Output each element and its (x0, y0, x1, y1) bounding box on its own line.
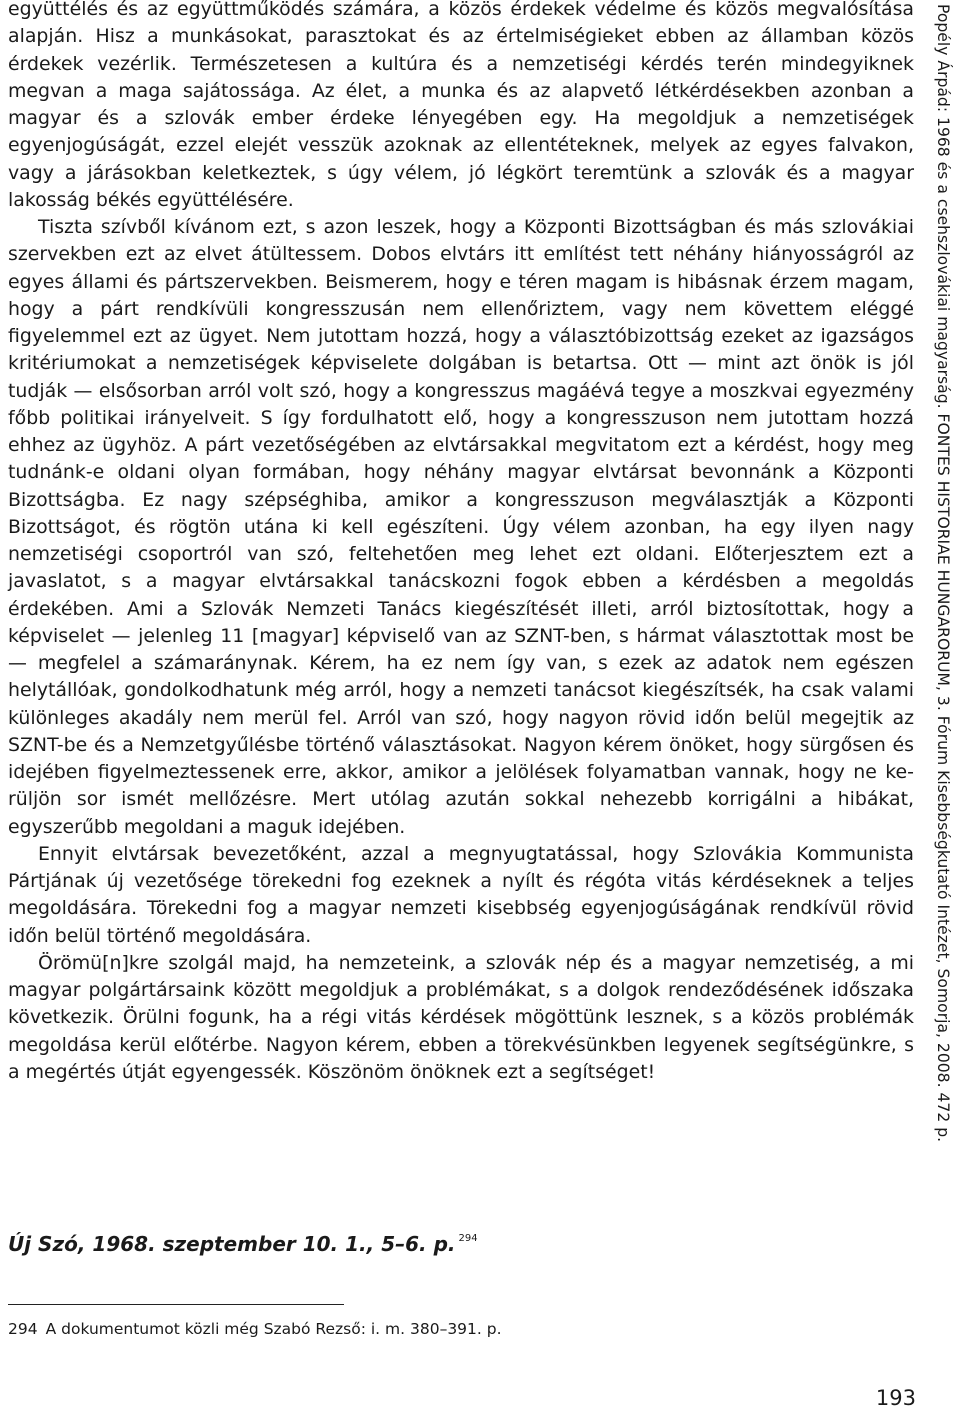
body-text (8, 0, 914, 1086)
footnote-divider (8, 1304, 344, 1305)
paragraph-2: Tiszta szívből kívánom ezt, s azon leszek, hogy a Központi Bizottságban és más szlovákiai szervekben ezt az elvet átültessem. Dobos elvtárs itt említést tett néhány hiányosságról az egyes állami és pártszervekben. Beismerem, hogy e téren magam is hibásnak érzem magam, hogy a párt rendkívüli kongresszusán nem ellenőriztem, vagy nem követtem eléggé figyelemmel ezt az ügyet. Nem jutottam hozzá, hogy a választóbizottság ezeket az igazságos kritériumokat a nemzetiségek képviselete dolgában is betartsa. Ott — mint azt önök is jól tudják — elsősorban arról volt szó, hogy a kongresszus magáévá tegye a moszkvai egyezmény főbb politikai irányelveit. S így fordulhatott elő, hogy a kongresszuson nem jutottam hozzá ehhez az ügyhöz. A párt vezetőségében az elvtársakkal megvitatom ezt a kérdést, hogy meg tudnánk-e oldani olyan formában, hogy néhány magyar elvtársat bevonnánk a Központi Bizottságba. Ez nagy szépséghiba, amikor a kongresszuson megválasztják a Központi Bizottságot, és rögtön utána ki kell egészíteni. Úgy vélem azonban, ha egy ilyen nagy nemzetiségi csoportról van szó, feltehetően meg lehet ezt oldani. Előterjesztem ezt a javaslatot, s a magyar elvtársakkal tanácskozni fogok ebben a kérdésben a megoldás érdekében. Ami a Szlovák Nemzeti Tanács kiegészítését illeti, arról biztosítottak, hogy a képviselet — jelenleg 11 [magyar] képviselő van az SZNT-ben, s hármat választottak most be — megfelel a számaránynak. Kérem, ha ez nem így van, s ezek az adatok nem egészen helytállóak, gondolkodhatunk még arról, hogy a nemzeti tanácsot kiegészítsék, ha csak valami különleges akadály nem merül fel. Arról van szó, hogy nagyon rövid időn belül megejtik az SZNT-be és a Nemzetgyűlésbe történő választásokat. Nagyon kérem önöket, hogy sürgősen és idejében figyelmeztessenek erre, akkor, amikor a jelölések folyamatban vannak, hogy ne kerüljön sor ismét mellőzésre. Mert utólag azután sokkal nehezebb korrigálni a hibákat, egyszerűbb megoldani a maguk idejében. (8, 216, 914, 838)
running-header-text: Popély Árpád: 1968 és a csehszlovákiai magyarság. FONTES HISTORIAE HUNGARORUM, 3. Fórum Kisebbségkutató Intézet, Somorja, 2008. 472 p. (934, 4, 952, 1143)
paragraph-4: Örömü[n]kre szolgál majd, ha nemzeteink, a szlovák nép és a magyar nemzetiség, a mi magyar polgártársaink között megoldjuk a problémákat, s a dolgok rendeződésének időszaka következik. Örülni fogunk, ha a régi vitás kérdések mögöttünk lesznek, s a közös problémák megoldása kerül előtérbe. Nagyon kérem, ebben a törekvésünkben legyenek segítségünkre, s a megértés útját egyengessék. Köszönöm önöknek ezt a segítséget! (8, 951, 914, 1083)
paragraph-1: együttélés és az együttműködés számára, a közös érdekek védelme és közös megvalósítása alapján. Hisz a munkásokat, parasztokat és az értelmiségieket ebben az államban közös érdekek vezérlik. Természetesen a kultúra és a nemzetiségi kérdés terén mindegyiknek megvan a maga sajátossága. Az élet, a munka és az alapvető létkérdésekben azonban a magyar és a szlovák ember érdeke lényegében egy. Ha megoldjuk a nemzetiségek egyenjogúságát, ezzel elejét vesszük azoknak az ellentéteknek, melyek az egyes falvakon, vagy a járásokban keletkeztek, s úgy vélem, jó légkört teremtünk a szlovák és a magyar lakosság békés együttélésére. (8, 0, 914, 211)
page-number: 193 (875, 1386, 916, 1410)
running-header-sidebar (924, 0, 960, 1410)
footnote-number: 294 (8, 1320, 38, 1338)
source-citation-text: Új Szó, 1968. szeptember 10. 1., 5–6. p. (8, 1232, 456, 1256)
paragraph-3: Ennyit elvtársak bevezetőként, azzal a megnyugtatással, hogy Szlovákia Kommunista Pártjának új vezetősége törekedni fog ezeknek a nyílt és régóta vitás kérdéseknek a teljes megoldására. Törekedni fog a magyar nemzeti kisebbség egyenjogúságának rendkívül rövid időn belül történő megoldására. (8, 842, 914, 947)
source-citation (8, 1232, 478, 1256)
footnote-text: A dokumentumot közli még Szabó Rezső: i. m. 380–391. p. (45, 1320, 502, 1338)
footnote (8, 1320, 502, 1338)
footnote-reference[interactable]: 294 (458, 1233, 478, 1244)
